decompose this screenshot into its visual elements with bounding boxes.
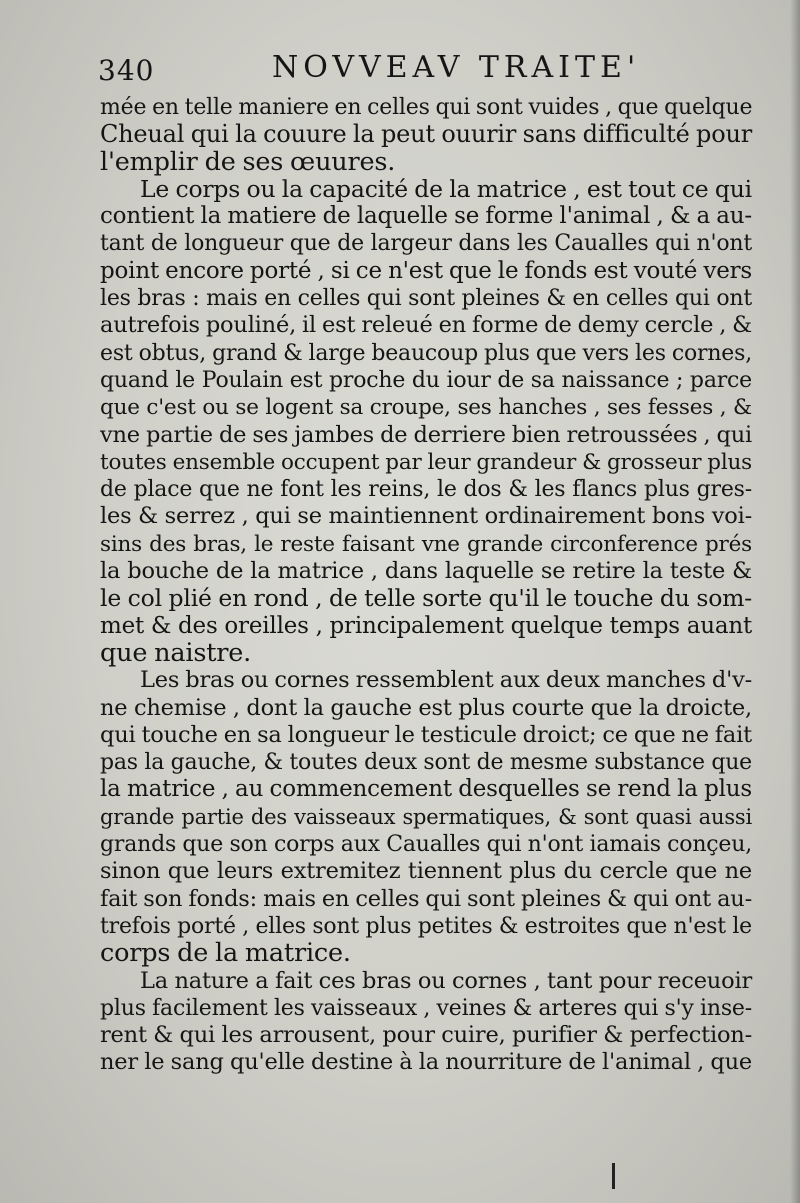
text-line: plus facilement les vaisseaux , veines & arteres qui s'y inse- <box>100 995 752 1021</box>
text-line: Cheual qui la couure la peut ouurir sans difficulté pour <box>100 120 752 149</box>
text-line: Les bras ou cornes ressemblent aux deux manches d'v- <box>140 667 752 694</box>
body-text <box>100 94 752 1077</box>
page-edge-shadow <box>790 0 800 1203</box>
text-line: vne partie de ses jambes de derriere bien retroussées , qui <box>100 421 752 448</box>
text-line: ner le sang qu'elle destine à la nourriture de l'animal , que <box>100 1049 752 1076</box>
text-line: le col plié en rond , de telle sorte qu'il le touche du som- <box>100 584 752 613</box>
text-line: autrefois pouliné, il est releué en forme de demy cercle , & <box>100 312 752 339</box>
text-line: la matrice , au commencement desquelles se rend la plus <box>100 776 752 803</box>
text-line: ne chemise , dont la gauche est plus courte que la droicte, <box>100 694 752 721</box>
text-line: est obtus, grand & large beaucoup plus que vers les cornes, <box>100 340 752 366</box>
text-line: toutes ensemble occupent par leur grandeur & grosseur plus <box>100 449 752 475</box>
text-line: les bras : mais en celles qui sont pleines & en celles qui ont <box>100 286 752 312</box>
running-head <box>0 48 800 88</box>
text-line: que naistre. <box>100 637 252 668</box>
text-line: grands que son corps aux Caualles qui n'ont iamais conçeu, <box>100 832 752 858</box>
running-title: NOVVEAV TRAITE' <box>272 50 641 85</box>
text-line: rent & qui les arrousent, pour cuire, purifier & perfection- <box>100 1022 752 1049</box>
text-line: La nature a fait ces bras ou cornes , tant pour receuoir <box>140 967 752 994</box>
text-line: que c'est ou se logent sa croupe, ses hanches , ses fesses , & <box>100 395 752 421</box>
text-line: mée en telle maniere en celles qui sont vuides , que quelque <box>100 95 753 120</box>
text-line: contient la matiere de laquelle se forme l'animal , & a au- <box>100 203 752 230</box>
text-line: sinon que leurs extremitez tiennent plus du cercle que ne <box>100 858 752 885</box>
text-line: trefois porté , elles sont plus petites & estroites que n'est le <box>100 913 752 939</box>
text-line: grande partie des vaisseaux spermatiques, & sont quasi aussi <box>100 804 752 829</box>
text-line: pas la gauche, & toutes deux sont de mesme substance que <box>100 750 752 776</box>
text-line: tant de longueur que de largeur dans les Caualles qui n'ont <box>100 231 752 257</box>
text-line: quand le Poulain est proche du iour de sa naissance ; parce <box>100 367 752 393</box>
text-line: sins des bras, le reste faisant vne grande circonference prés <box>100 531 752 557</box>
text-line: l'emplir de ses œuures. <box>100 146 396 177</box>
signature-mark <box>612 1163 615 1189</box>
text-line: Le corps ou la capacité de la matrice , est tout ce qui <box>140 174 752 203</box>
text-line: les & serrez , qui se maintiennent ordinairement bons voi- <box>100 503 752 530</box>
text-line: corps de la matrice. <box>100 938 351 969</box>
text-line: fait son fonds: mais en celles qui sont pleines & qui ont au- <box>100 885 752 912</box>
text-line: de place que ne font les reins, le dos & les flancs plus gres- <box>100 477 752 503</box>
text-line: la bouche de la matrice , dans laquelle se retire la teste & <box>100 558 752 585</box>
text-line: met & des oreilles , principalement quelque temps auant <box>100 612 752 639</box>
text-line: qui touche en sa longueur le testicule droict; ce que ne fait <box>100 721 752 748</box>
page-number: 340 <box>98 54 155 87</box>
text-line: point encore porté , si ce n'est que le fonds est vouté vers <box>100 257 752 284</box>
